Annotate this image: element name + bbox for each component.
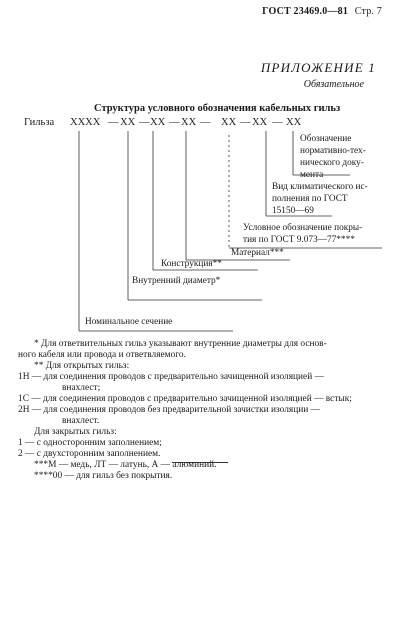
code-dash: — xyxy=(139,117,150,128)
code-segment: XX xyxy=(252,117,268,128)
label-ntd xyxy=(300,133,366,181)
label-line: Вид климатического ис- xyxy=(272,182,368,192)
appendix-status: Обязательное xyxy=(303,79,364,90)
label-line: мента xyxy=(300,170,324,180)
code-segment: XX xyxy=(286,117,302,128)
label-line: 15150—69 xyxy=(272,206,314,216)
label-section: Номинальное сечение xyxy=(85,317,173,327)
end-divider xyxy=(172,462,228,463)
label-design: Конструкция** xyxy=(161,259,222,269)
note-line: Для закрытых гильз: xyxy=(34,427,117,437)
label-material: Материал*** xyxy=(231,248,284,258)
code-dash: — xyxy=(240,117,251,128)
appendix-title: ПРИЛОЖЕНИЕ 1 xyxy=(260,60,376,75)
code-segment: XXXX xyxy=(70,117,101,128)
label-line: нормативно-тех- xyxy=(300,146,366,156)
diagram-title: Структура условного обозначения кабельных гильз xyxy=(94,103,341,114)
label-line: тия по ГОСТ 9.073—77**** xyxy=(243,235,355,245)
page-number: Стр. 7 xyxy=(354,6,382,17)
code-dash: — xyxy=(169,117,180,128)
label-coating xyxy=(243,222,362,246)
label-inner-diameter: Внутренний диаметр* xyxy=(132,276,221,286)
note-line: 1С — для соединения проводов с предварительно зачищенной изоляцией — встык; xyxy=(18,394,352,404)
label-line: Условное обозначение покры- xyxy=(243,223,363,233)
code-dash: — xyxy=(200,117,211,128)
code-segment: XX xyxy=(181,117,197,128)
label-climate xyxy=(272,181,368,217)
code-segment: XX xyxy=(221,117,237,128)
code-segment: XX xyxy=(120,117,136,128)
label-line: Обозначение xyxy=(300,134,352,144)
note-line: внахлест; xyxy=(62,383,101,393)
standard-number: ГОСТ 23469.0—81 xyxy=(262,6,349,17)
note-line: * Для ответвительных гильз указывают внутренние диаметры для основ- xyxy=(34,339,327,349)
label-line: полнения по ГОСТ xyxy=(272,194,348,204)
note-line: ного кабеля или провода и ответвляемого. xyxy=(18,350,186,360)
note-line: ** Для открытых гильз: xyxy=(34,361,130,371)
code-dash: — xyxy=(272,117,283,128)
note-line: 2 — с двухсторонним заполнением. xyxy=(18,449,161,459)
note-line: 2Н — для соединения проводов без предварительной зачистки изоляции — xyxy=(18,405,320,415)
note-line: 1 — с односторонним заполнением; xyxy=(18,438,162,448)
label-line: нического доку- xyxy=(300,158,364,168)
code-segment: XX xyxy=(150,117,166,128)
code-dash: — xyxy=(108,117,119,128)
sleeve-lead-label: Гильза xyxy=(24,117,55,128)
notes-block xyxy=(18,339,390,482)
note-line: ****00 — для гильз без покрытия. xyxy=(34,471,173,481)
note-line: ***М — медь, ЛТ — латунь, А — алюминий. xyxy=(34,460,217,470)
note-line: 1Н — для соединения проводов с предварительно зачищенной изоляцией — xyxy=(18,372,324,382)
note-line: внахлест. xyxy=(62,416,100,426)
